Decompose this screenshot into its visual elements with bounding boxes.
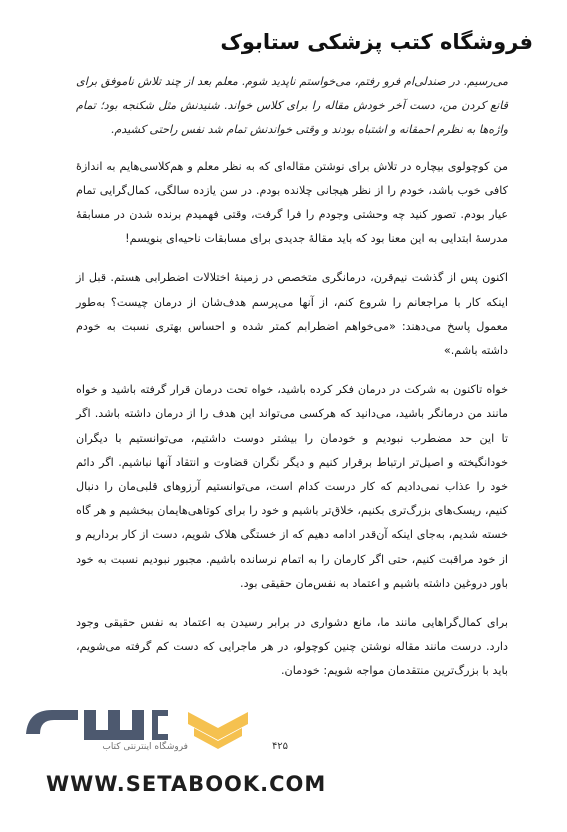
page-body: [76, 70, 508, 699]
page-number: ۴۲۵: [271, 741, 289, 752]
paragraph-1: من کوچولوی بیچاره در تلاش برای نوشتن مقاله‌ای که به نظر معلم و هم‌کلاسی‌هایم به اندازهٔ کافی خوب باشد، خودم را از نظر هیجانی چلانده بودم. در سن یازده سالگی، کمال‌گرایی تمام عیار بودم. تصور کنید چه وحشتی وجودم را فرا گرفت، وقتی فهمیدم برنده شدن در مسابقهٔ مدرسهٔ ابتدایی به این معنا بود که باید مقالهٔ جدیدی برای مسابقات ناحیه‌ای بنویسم!: [76, 159, 508, 246]
setabook-watermark-logo: [18, 694, 258, 764]
url-prefix: WWW.: [46, 772, 126, 796]
paragraph-3: خواه تاکنون به شرکت در درمان فکر کرده باشید، خواه تحت درمان قرار گرفته باشید و خواه مانند من درمانگر باشید، می‌دانید که هرکسی می‌تواند این هدف را از درمان داشته باشد. اگر تا این حد مضطرب نبودیم و خودمان را بیشتر دوست داشتیم، می‌توانستیم با دیگران خودانگیخته و اصیل‌تر ارتباط برقرار کنیم و دیگر نگران قضاوت و انتقاد آنها نباشیم. اگر دائم خود را عذاب نمی‌دادیم که کار درست کدام است، می‌توانستیم آرزوهای قلبی‌مان را دنبال کنیم، ریسک‌های بزرگ‌تری بکنیم، خلاق‌تر باشیم و خود را برای کوتاهی‌هایمان ببخشیم و هر گاه خسته شدیم، به‌جای اینکه آن‌قدر ادامه دهیم که از خستگی هلاک شویم، دست از کار برداریم و از خود مراقبت کنیم، حتی اگر کارمان را به اتمام نرسانده باشیم. مجبور نبودیم نسبت به خود باور دروغین داشته باشیم و اعتماد به نفس‌مان حقیقی بود.: [76, 383, 508, 590]
store-title: فروشگاه کتب پزشکی ستابوک: [220, 30, 533, 54]
url-brand: SETABOOK: [125, 772, 261, 796]
quote-text: می‌رسیم. در صندلی‌ام فرو رفتم، می‌خواستم ناپدید شوم. معلم بعد از چند تلاش ناموفق برای قانع کردن من، دست آخر خودش مقاله را برای کلاس خواند. شنیدنش مثل شکنجه بود؛ تمام واژه‌ها به نظرم احمقانه و اشتباه بودند و وقتی خواندنش تمام شد نفس راحتی کشیدم.: [76, 75, 508, 137]
url-suffix: .COM: [260, 772, 327, 796]
logo-tagline: فروشگاه اینترنتی کتاب: [102, 742, 188, 752]
watermark-url: [46, 772, 326, 796]
paragraph-2: اکنون پس از گذشت نیم‌قرن، درمانگری متخصص در زمینهٔ اختلالات اضطرابی هستم. قبل از اینکه کار با مراجعانم را شروع کنم، از آنها می‌پرسم هدف‌شان از درمان چیست؟ به‌طور معمول پاسخ می‌دهند: «می‌خواهم اضطرابم کمتر شده و احساس بهتری نسبت به خودم داشته باشم.»: [76, 271, 508, 358]
paragraph-4: برای کمال‌گراهایی مانند ما، مانع دشواری در برابر رسیدن به اعتماد به نفس حقیقی وجود دارد. درست مانند مقاله نوشتن چنین کوچولو، در هر ماجرایی که دست کم گرفته می‌شویم، باید با بزرگ‌ترین منتقدمان مواجه شویم: خودمان.: [76, 616, 508, 678]
